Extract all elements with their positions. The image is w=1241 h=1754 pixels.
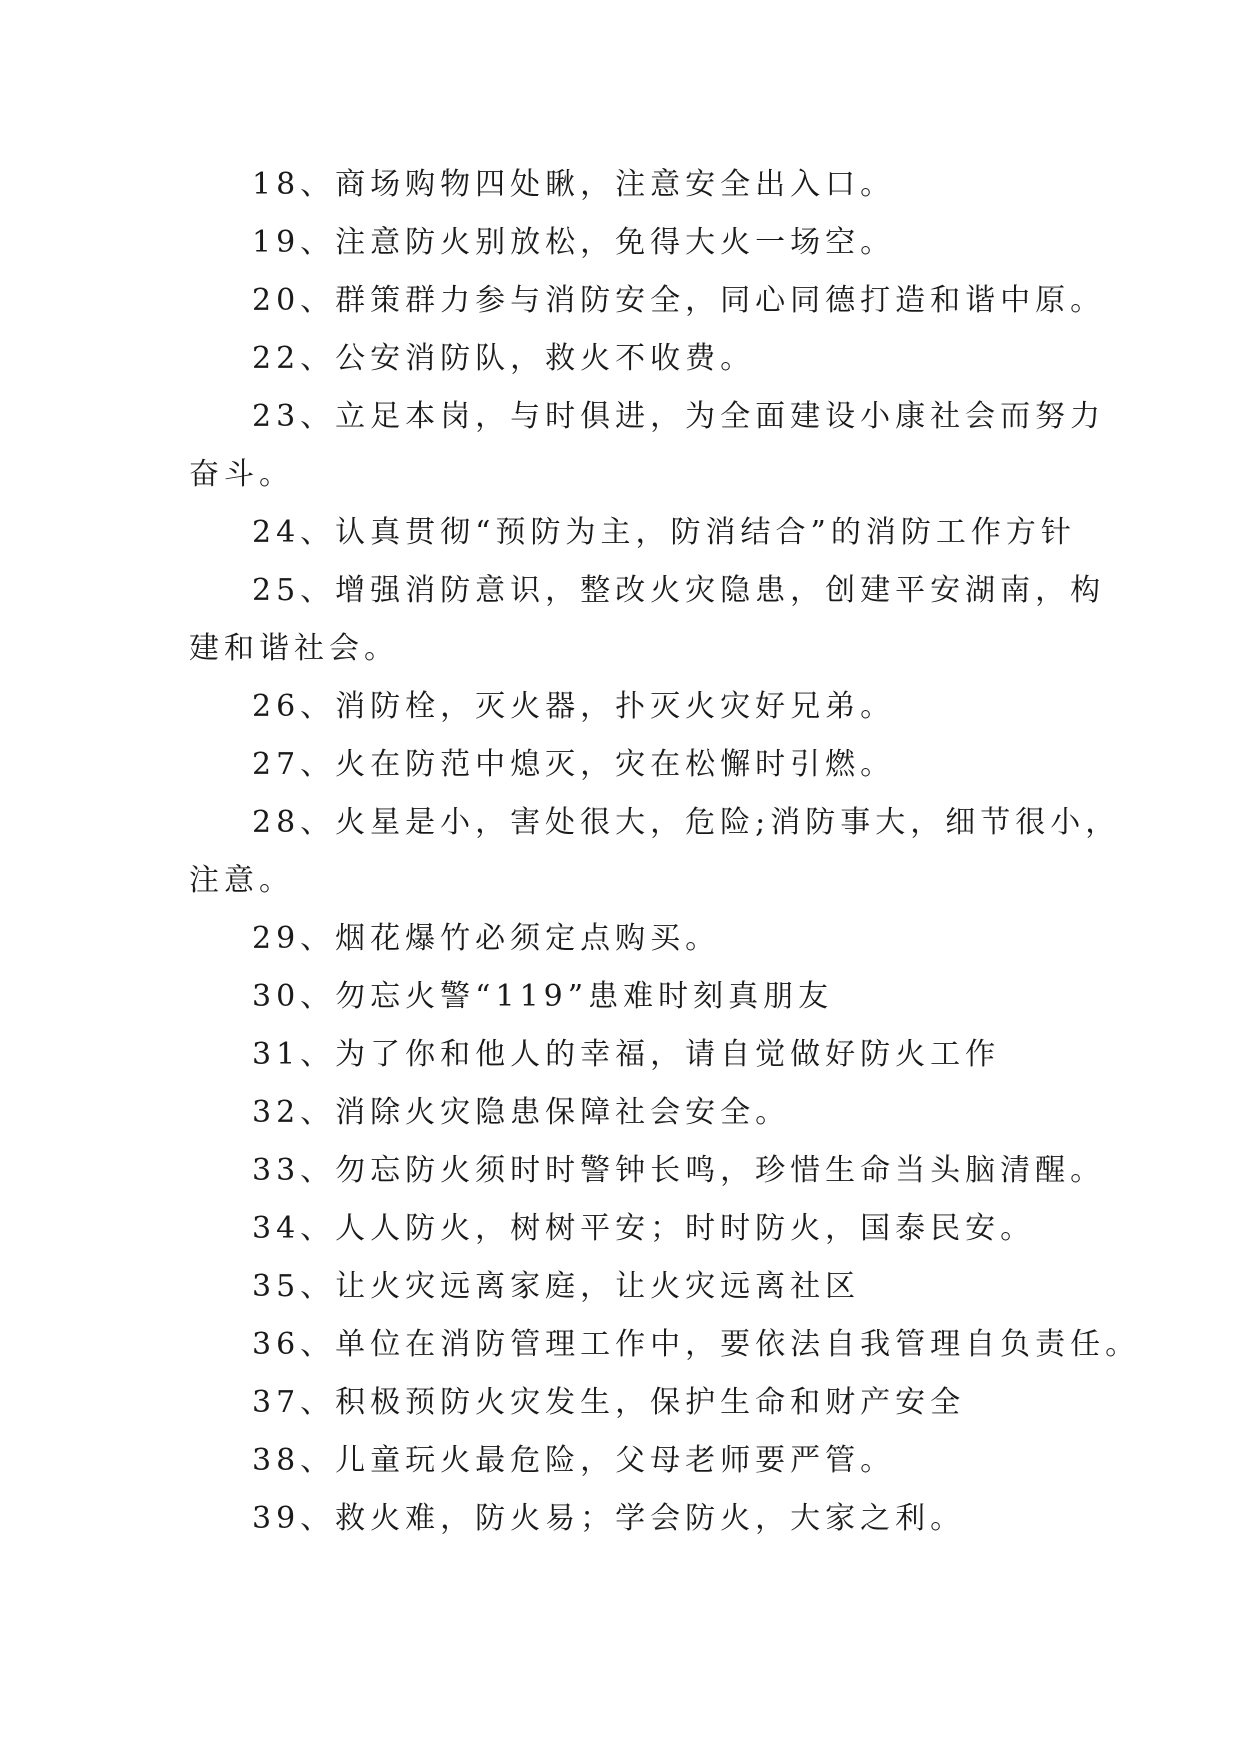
slogan-line: 30、勿忘火警“119”患难时刻真朋友 — [252, 979, 834, 1014]
slogan-line: 18、商场购物四处瞅，注意安全出入口。 — [252, 167, 896, 202]
slogan-line-continuation: 注意。 — [189, 863, 294, 898]
slogan-line: 20、群策群力参与消防安全，同心同德打造和谐中原。 — [252, 283, 1106, 318]
slogan-line: 29、烟花爆竹必须定点购买。 — [252, 921, 721, 956]
slogan-line: 26、消防栓，灭火器，扑灭火灾好兄弟。 — [252, 689, 896, 724]
slogan-line: 36、单位在消防管理工作中，要依法自我管理自负责任。 — [252, 1327, 1141, 1362]
slogan-line: 33、勿忘防火须时时警钟长鸣，珍惜生命当头脑清醒。 — [252, 1153, 1106, 1188]
slogan-line: 31、为了你和他人的幸福，请自觉做好防火工作 — [252, 1037, 1001, 1072]
slogan-line: 34、人人防火，树树平安；时时防火，国泰民安。 — [252, 1211, 1036, 1246]
slogan-line: 39、救火难，防火易；学会防火，大家之利。 — [252, 1501, 966, 1536]
slogan-line: 19、注意防火别放松，免得大火一场空。 — [252, 225, 896, 260]
slogan-line: 38、儿童玩火最危险，父母老师要严管。 — [252, 1443, 896, 1478]
slogan-line: 35、让火灾远离家庭，让火灾远离社区 — [252, 1269, 861, 1304]
slogan-line: 24、认真贯彻“预防为主，防消结合”的消防工作方针 — [252, 515, 1076, 550]
slogan-line: 32、消除火灾隐患保障社会安全。 — [252, 1095, 791, 1130]
slogan-line: 28、火星是小，害处很大，危险;消防事大，细节很小， — [252, 805, 1121, 840]
slogan-line: 22、公安消防队，救火不收费。 — [252, 341, 756, 376]
slogan-line-continuation: 建和谐社会。 — [189, 631, 399, 666]
slogan-line: 25、增强消防意识，整改火灾隐患，创建平安湖南，构 — [252, 573, 1106, 608]
slogan-line-continuation: 奋斗。 — [189, 457, 294, 492]
slogan-line: 27、火在防范中熄灭，灾在松懈时引燃。 — [252, 747, 896, 782]
slogan-line: 23、立足本岗，与时俱进，为全面建设小康社会而努力 — [252, 399, 1106, 434]
slogan-line: 37、积极预防火灾发生，保护生命和财产安全 — [252, 1385, 966, 1420]
